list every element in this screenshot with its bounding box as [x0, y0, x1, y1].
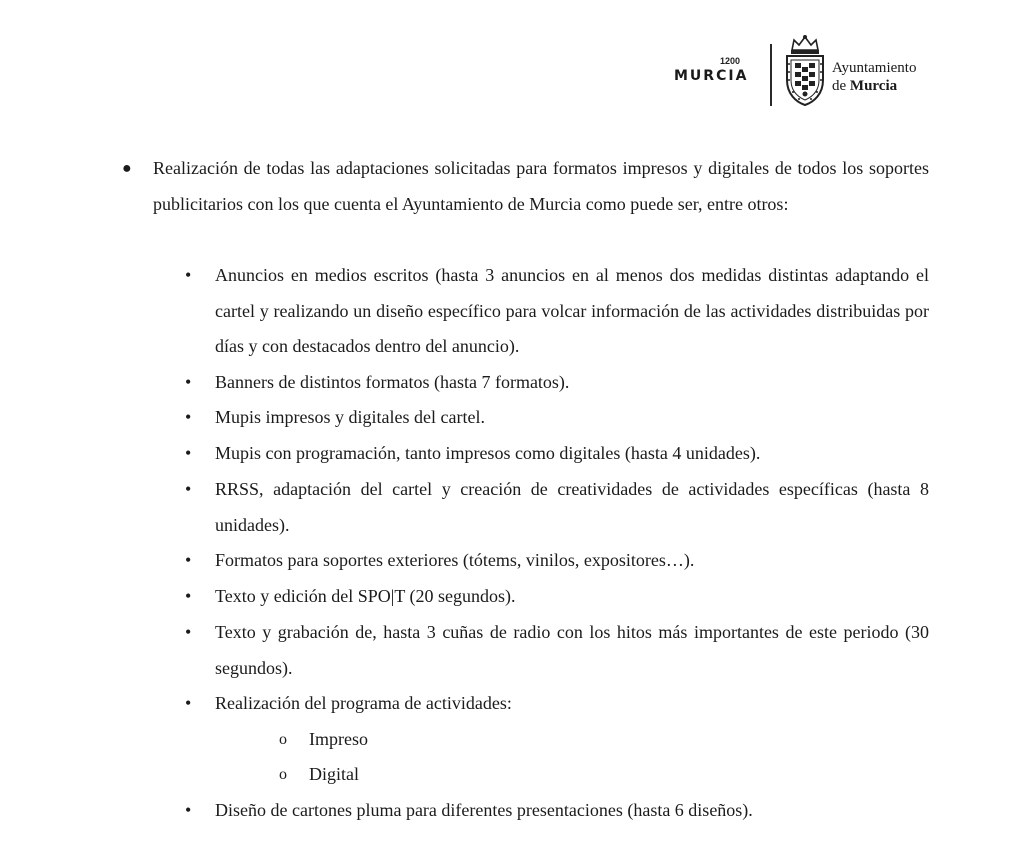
- list-subitem: [279, 757, 909, 793]
- list-item: [185, 579, 929, 615]
- list-item: [185, 686, 929, 722]
- list-item-text: Mupis con programación, tanto impresos como digitales (hasta 4 unidades).: [215, 443, 761, 463]
- list-item-text: RRSS, adaptación del cartel y creación de creatividades de actividades específicas (hasta 8 unidades).: [215, 479, 929, 535]
- bullet-icon: •: [185, 372, 192, 392]
- logo-wordmark: MURCIA: [674, 68, 749, 84]
- bullet-icon: •: [185, 407, 192, 427]
- list-item: [185, 365, 929, 401]
- ayuntamiento-line2-prefix: de: [832, 78, 850, 94]
- coat-of-arms-icon: [782, 34, 828, 108]
- logo-number: 1200: [720, 56, 741, 66]
- bullet-icon: •: [185, 586, 192, 606]
- bullet-icon: •: [185, 265, 192, 285]
- ayuntamiento-line2-city: Murcia: [849, 78, 898, 94]
- list-item-text: Texto y grabación de, hasta 3 cuñas de radio con los hitos más importantes de este periodo (30 segundos).: [215, 622, 929, 678]
- bullet-icon: ●: [122, 160, 132, 177]
- list-item-text: Diseño de cartones pluma para diferentes presentaciones (hasta 6 diseños).: [215, 800, 753, 820]
- list-item-text: Banners de distintos formatos (hasta 7 formatos).: [215, 372, 570, 392]
- list-item-text: Realización de todas las adaptaciones solicitadas para formatos impresos y digitales de todos los soportes publicitarios con los que cuenta el Ayuntamiento de Murcia como puede ser, entre otros:: [153, 158, 929, 214]
- list-subitem-text: Impreso: [309, 729, 368, 749]
- list-item-intro: [122, 151, 929, 222]
- header-divider: [770, 44, 772, 106]
- bullet-icon: •: [185, 693, 192, 713]
- bullet-icon: •: [185, 800, 192, 820]
- hollow-bullet-icon: o: [279, 766, 287, 783]
- murcia-1200-logo: [674, 54, 760, 84]
- list-item: [185, 543, 929, 579]
- list-item: [185, 615, 929, 686]
- list-item: [185, 258, 929, 365]
- list-item-text: Texto y edición del SPO|T (20 segundos).: [215, 586, 516, 606]
- bullet-icon: •: [185, 622, 192, 642]
- list-subitem-text: Digital: [309, 764, 359, 784]
- list-item: [185, 472, 929, 543]
- ayuntamiento-line2: [832, 77, 916, 95]
- bullet-icon: •: [185, 443, 192, 463]
- bullet-icon: •: [185, 550, 192, 570]
- hollow-bullet-icon: o: [279, 731, 287, 748]
- list-item: [185, 400, 929, 436]
- list-item-text: Realización del programa de actividades:: [215, 693, 512, 713]
- bullet-icon: •: [185, 479, 192, 499]
- list-item-text: Formatos para soportes exteriores (tótems, vinilos, expositores…).: [215, 550, 695, 570]
- list-item: [185, 793, 929, 829]
- list-subitem: [279, 722, 909, 758]
- list-item-text: Mupis impresos y digitales del cartel.: [215, 407, 485, 427]
- ayuntamiento-label: [832, 59, 916, 95]
- list-item: [185, 436, 929, 472]
- ayuntamiento-line1: Ayuntamiento: [832, 60, 917, 76]
- list-item-text: Anuncios en medios escritos (hasta 3 anuncios en al menos dos medidas distintas adaptando el cartel y realizando un diseño específico para volcar información de las actividades distribuidas por días y con destacados dentro del anuncio).: [215, 265, 929, 357]
